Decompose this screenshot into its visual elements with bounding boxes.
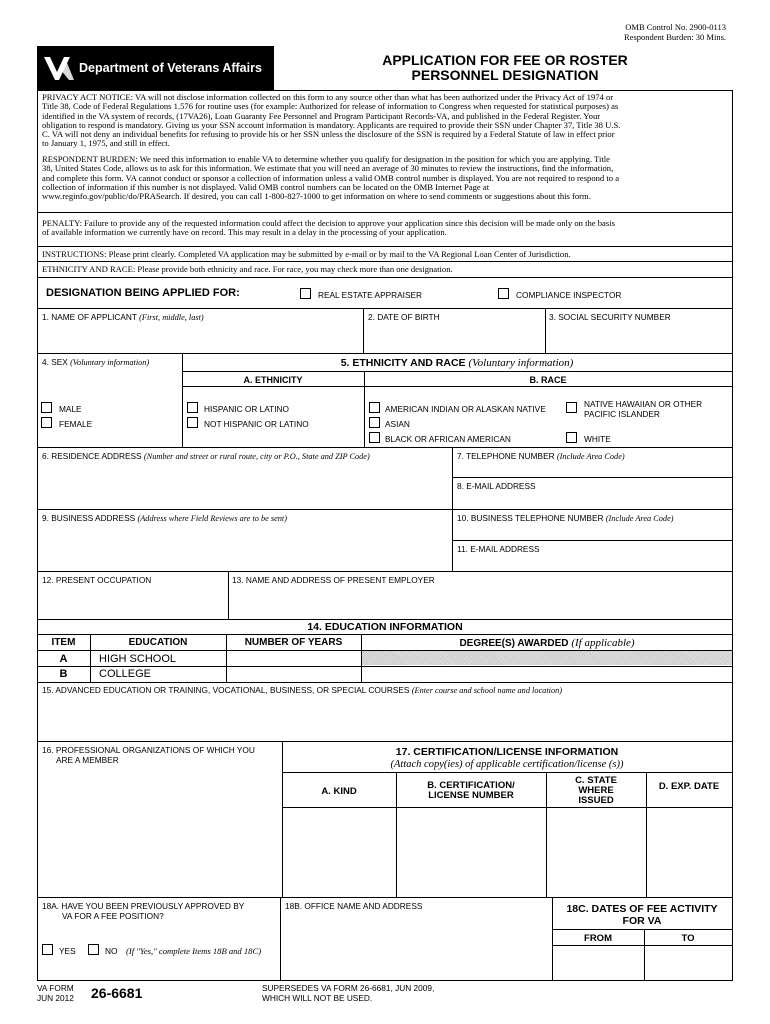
female-checkbox[interactable] (41, 417, 52, 428)
present-employer-input[interactable] (231, 587, 730, 617)
field-5-label (182, 357, 732, 369)
field-6-text: 6. RESIDENCE ADDRESS (42, 451, 142, 461)
hispanic-label: HISPANIC OR LATINO (204, 404, 289, 414)
field-9-label (42, 513, 287, 524)
col-state-line1: C. STATE (575, 775, 617, 786)
office-name-address-input[interactable] (284, 914, 550, 978)
real-estate-appraiser-label: REAL ESTATE APPRAISER (318, 290, 423, 300)
burden-line: www.reginfo.gov/public/do/PRASearch. If desired, you can call 1-800-827-1000 to get information on where to send comments or suggestions about this form. (42, 191, 591, 202)
row-b-item: B (59, 668, 68, 680)
row-a-item: A (59, 653, 68, 665)
field-16-line2: ARE A MEMBER (56, 755, 119, 765)
applicant-name-input[interactable] (40, 325, 360, 351)
field-7-text: 7. TELEPHONE NUMBER (457, 451, 555, 461)
row-a-education: HIGH SCHOOL (99, 653, 177, 665)
cert-number-input[interactable] (398, 809, 544, 895)
field-18c-line2: FOR VA (622, 915, 662, 927)
penalty-line: PENALTY: Failure to provide any of the requested information could affect the decision to approve your application since this decision will be made only on the basis (42, 218, 615, 228)
col-cert-number (396, 781, 546, 801)
race-header: B. RACE (529, 375, 567, 385)
professional-organizations-input[interactable] (40, 770, 279, 895)
field-15-label (42, 685, 562, 696)
cert-exp-date-input[interactable] (648, 809, 730, 895)
penalty-line: of available information we currently have on record. This may result in a delay in the processing of your application. (42, 227, 447, 238)
burden-line: and complete this form. VA cannot conduct or sponsor a collection of information unless a valid OMB control number is displayed. You are not required to respond to a (42, 172, 620, 183)
footer-va-form: VA FORM (37, 983, 74, 993)
fee-to-input[interactable] (646, 947, 731, 978)
field-18c-label (552, 903, 732, 927)
col-state-line2: WHERE (578, 785, 614, 796)
field-4-hint: (Voluntary information) (70, 358, 150, 367)
compliance-inspector-checkbox[interactable] (498, 288, 509, 299)
yes-hint: (If "Yes," complete Items 18B and 18C) (126, 946, 262, 956)
no-label: NO (105, 946, 118, 956)
field-17-hint: (Attach copy(ies) of applicable certification/license (s)) (390, 759, 624, 770)
col-degree (361, 637, 733, 649)
field-16-label (42, 745, 255, 765)
footer-supersedes (262, 983, 434, 1003)
date-of-birth-input[interactable] (366, 325, 542, 351)
business-address-input[interactable] (40, 525, 449, 569)
va-seal-icon (43, 54, 75, 82)
college-degree-input[interactable] (363, 667, 731, 681)
cert-state-input[interactable] (548, 809, 644, 895)
black-label: BLACK OR AFRICAN AMERICAN (385, 434, 511, 444)
ethnicity-note: ETHNICITY AND RACE: Please provide both ethnicity and race. For race, you may check more than one designation. (42, 264, 453, 274)
field-18a-label (42, 901, 244, 921)
footer-supersedes-line1: SUPERSEDES VA FORM 26-6681, JUN 2009, (262, 983, 435, 993)
female-label: FEMALE (59, 419, 93, 429)
native-hawaiian-line2: PACIFIC ISLANDER (584, 409, 660, 419)
real-estate-appraiser-checkbox[interactable] (300, 288, 311, 299)
privacy-line: identified in the VA system of records, (17VA26), Loan Guaranty Fee Personnel and Program Participant Records-VA, and published in the Federal Register. Your (42, 110, 601, 121)
compliance-inspector-label: COMPLIANCE INSPECTOR (516, 290, 622, 300)
col-kind: A. KIND (321, 786, 357, 797)
residence-address-input[interactable] (40, 463, 449, 507)
email-input[interactable] (455, 493, 730, 507)
privacy-line: Title 38, Code of Federal Regulations 1.576 for routine uses (for example: Authorized for release of information to Congress when requested for statistical purposes) as (42, 101, 619, 112)
field-10-hint: (Include Area Code) (605, 514, 674, 523)
field-9-text: 9. BUSINESS ADDRESS (42, 513, 136, 523)
field-5-hint: (Voluntary information) (468, 357, 574, 369)
burden-line: collection of information if this number is not displayed. Valid OMB control numbers can be located on the OMB Internet Page at (42, 181, 490, 192)
va-logo-banner (37, 46, 274, 90)
field-7-label (457, 451, 625, 462)
field-9-hint: (Address where Field Reviews are to be sent) (137, 514, 288, 523)
male-checkbox[interactable] (41, 402, 52, 413)
field-17-label: 17. CERTIFICATION/LICENSE INFORMATION (395, 746, 619, 758)
native-hawaiian-line1: NATIVE HAWAIIAN OR OTHER (584, 399, 703, 409)
footer-form-number: 26-6681 (91, 985, 143, 1001)
telephone-input[interactable] (455, 462, 730, 476)
field-1-hint: (First, middle, last) (139, 313, 204, 322)
penalty-notice (42, 219, 732, 238)
field-2-label: 2. DATE OF BIRTH (368, 312, 440, 322)
native-hawaiian-label (584, 399, 702, 419)
field-13-label: 13. NAME AND ADDRESS OF PRESENT EMPLOYER (232, 575, 435, 585)
col-cert-number-line2: LICENSE NUMBER (428, 790, 514, 801)
col-item: ITEM (51, 637, 76, 648)
college-years-input[interactable] (228, 667, 359, 681)
col-from: FROM (584, 933, 612, 944)
high-school-years-input[interactable] (228, 651, 359, 665)
form-title (320, 53, 690, 83)
field-6-hint: (Number and street or rural route, city or P.O., State and ZIP Code) (143, 452, 370, 461)
col-exp-date: D. EXP. DATE (658, 781, 720, 792)
footer-supersedes-line2: WHICH WILL NOT BE USED. (262, 993, 373, 1003)
col-state (546, 776, 646, 806)
field-1-label (42, 312, 204, 323)
field-4-label (42, 357, 149, 368)
field-4-text: 4. SEX (42, 357, 68, 367)
not-hispanic-checkbox[interactable] (187, 417, 198, 428)
no-checkbox[interactable] (88, 944, 99, 955)
field-18a-line2: VA FOR A FEE POSITION? (62, 911, 164, 921)
field-15-text: 15. ADVANCED EDUCATION OR TRAINING, VOCATIONAL, BUSINESS, OR SPECIAL COURSES (42, 685, 410, 695)
respondent-burden-notice (42, 155, 732, 201)
privacy-line: C. VA will not deny an individual benefits for refusing to provide his or her SSN unless the disclosure of the SSN is required by a Federal Statute of law in effect prior (42, 129, 615, 140)
high-school-degree-shaded (362, 651, 732, 665)
ssn-input[interactable] (548, 325, 730, 351)
col-degree-hint: (If applicable) (571, 637, 635, 649)
privacy-line: PRIVACY ACT NOTICE: VA will not disclose information collected on this form to any source other than what has been authorized under the Privacy Act of 1974 or (42, 92, 614, 102)
field-15-hint: (Enter course and school name and location) (411, 686, 563, 695)
privacy-act-notice (42, 93, 732, 149)
footer-date: JUN 2012 (37, 993, 74, 1003)
designation-label: DESIGNATION BEING APPLIED FOR: (46, 287, 240, 299)
field-18b-label: 18B. OFFICE NAME AND ADDRESS (285, 901, 423, 911)
instructions: INSTRUCTIONS: Please print clearly. Completed VA application may be submitted by e-mail or by mail to the VA Regional Loan Center of Jurisdiction. (42, 249, 571, 259)
asian-label: ASIAN (385, 419, 410, 429)
yes-checkbox[interactable] (42, 944, 53, 955)
privacy-line: to January 1, 1975, and still in effect. (42, 138, 170, 149)
col-to: TO (681, 933, 695, 944)
fee-from-input[interactable] (554, 947, 642, 978)
advanced-education-input[interactable] (40, 697, 730, 739)
field-12-label: 12. PRESENT OCCUPATION (42, 575, 152, 585)
hispanic-checkbox[interactable] (187, 402, 198, 413)
burden-line: 38, United States Code, allows us to ask for this information. We estimate that you will need an average of 30 minutes to review the instructions, find the information, (42, 163, 614, 174)
business-telephone-input[interactable] (455, 525, 730, 539)
education-title: 14. EDUCATION INFORMATION (307, 621, 463, 633)
field-18a-line1: 18A. HAVE YOU BEEN PREVIOUSLY APPROVED BY (42, 901, 245, 911)
col-years: NUMBER OF YEARS (244, 637, 343, 648)
business-email-input[interactable] (455, 556, 730, 570)
field-16-line1: 16. PROFESSIONAL ORGANIZATIONS OF WHICH YOU (42, 745, 255, 755)
form-title-line2: PERSONNEL DESIGNATION (411, 67, 599, 83)
omb-control-number (560, 23, 726, 42)
privacy-line: obligation to respond is mandatory. Giving us your SSN account information is mandatory. Applicants are required to provide their SSN under Chapter 37, Title 38 U.S. (42, 119, 621, 130)
agency-name: Department of Veterans Affairs (79, 61, 262, 75)
black-checkbox[interactable] (369, 432, 380, 443)
male-label: MALE (59, 404, 82, 414)
field-8-label: 8. E-MAIL ADDRESS (457, 481, 536, 491)
field-11-label: 11. E-MAIL ADDRESS (457, 544, 540, 554)
field-3-label: 3. SOCIAL SECURITY NUMBER (549, 312, 671, 322)
omb-control-text: OMB Control No. 2900-0113 (625, 22, 726, 32)
footer-form-id (37, 983, 74, 1003)
white-checkbox[interactable] (566, 432, 577, 443)
field-1-text: 1. NAME OF APPLICANT (42, 312, 137, 322)
field-5-text: 5. ETHNICITY AND RACE (340, 357, 466, 369)
white-label: WHITE (584, 434, 611, 444)
native-hawaiian-checkbox[interactable] (566, 402, 577, 413)
asian-checkbox[interactable] (369, 417, 380, 428)
american-indian-checkbox[interactable] (369, 402, 380, 413)
form-title-line1: APPLICATION FOR FEE OR ROSTER (382, 52, 628, 68)
field-6-label (42, 451, 370, 462)
respondent-burden-text: Respondent Burden: 30 Mins. (624, 31, 726, 42)
ethnicity-header: A. ETHNICITY (243, 375, 303, 385)
col-cert-number-line1: B. CERTIFICATION/ (427, 780, 515, 791)
col-state-line3: ISSUED (578, 795, 614, 806)
not-hispanic-label: NOT HISPANIC OR LATINO (204, 419, 309, 429)
col-degree-text: DEGREE(S) AWARDED (459, 638, 569, 649)
cert-kind-input[interactable] (284, 809, 394, 895)
field-10-label (457, 513, 674, 524)
col-education: EDUCATION (128, 637, 188, 648)
present-occupation-input[interactable] (40, 587, 225, 617)
burden-line: RESPONDENT BURDEN: We need this information to enable VA to determine whether you qualify for designation in the position for which you are applying. Title (42, 154, 610, 164)
american-indian-label: AMERICAN INDIAN OR ALASKAN NATIVE (385, 404, 546, 414)
field-10-text: 10. BUSINESS TELEPHONE NUMBER (457, 513, 604, 523)
field-18c-line1: 18C. DATES OF FEE ACTIVITY (566, 903, 718, 915)
field-7-hint: (Include Area Code) (556, 452, 625, 461)
row-b-education: COLLEGE (99, 668, 151, 680)
yes-label: YES (59, 946, 76, 956)
